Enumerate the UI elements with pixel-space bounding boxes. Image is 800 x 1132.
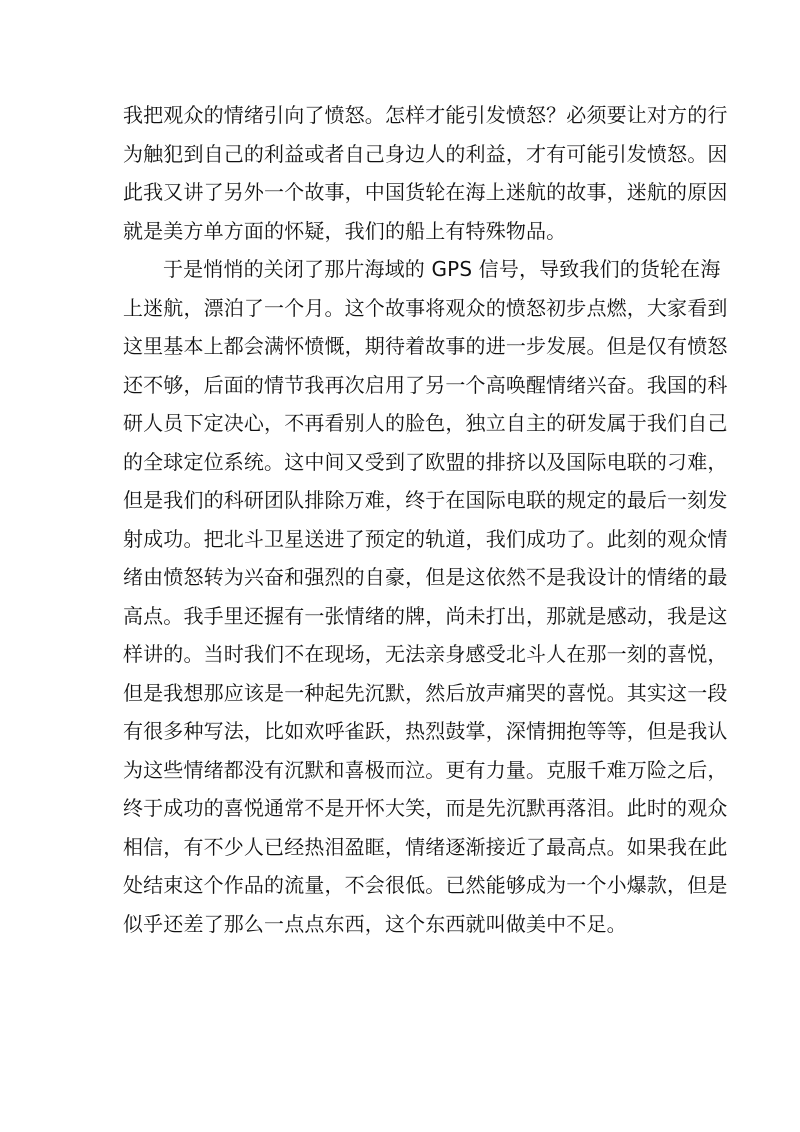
text-line: 处结束这个作品的流量，不会很低。已然能够成为一个小爆款，但是 — [123, 873, 728, 897]
text-line: 但是我想那应该是一种起先沉默，然后放声痛哭的喜悦。其实这一段 — [123, 680, 728, 705]
text-line: 还不够，后面的情节我再次启用了另一个高唤醒情绪兴奋。我国的科 — [123, 372, 728, 397]
text-line-paragraph-start: 于是悄悄的关闭了那片海域的 GPS 信号，导致我们的货轮在海 — [163, 257, 721, 281]
text-line: 上迷航，漂泊了一个月。这个故事将观众的愤怒初步点燃，大家看到 — [123, 295, 728, 320]
text-line: 研人员下定决心，不再看别人的脸色，独立自主的研发属于我们自己 — [123, 411, 728, 435]
text-line: 但是我们的科研团队排除万难，终于在国际电联的规定的最后一刻发 — [123, 488, 728, 512]
text-line: 为这些情绪都没有沉默和喜极而泣。更有力量。克服千难万险之后， — [123, 757, 728, 782]
text-line: 相信，有不少人已经热泪盈眶，情绪逐渐接近了最高点。如果我在此 — [123, 834, 728, 859]
text-line: 就是美方单方面的怀疑，我们的船上有特殊物品。 — [123, 218, 567, 243]
text-line: 此我又讲了另外一个故事，中国货轮在海上迷航的故事，迷航的原因 — [123, 180, 728, 204]
text-line: 这里基本上都会满怀愤慨，期待着故事的进一步发展。但是仅有愤怒 — [123, 334, 728, 358]
body-text — [123, 96, 728, 943]
text-line: 高点。我手里还握有一张情绪的牌，尚未打出，那就是感动，我是这 — [123, 603, 728, 628]
text-line: 的全球定位系统。这中间又受到了欧盟的排挤以及国际电联的刁难， — [123, 449, 728, 474]
text-line: 我把观众的情绪引向了愤怒。怎样才能引发愤怒？必须要让对方的行 — [123, 103, 728, 127]
text-line: 终于成功的喜悦通常不是开怀大笑，而是先沉默再落泪。此时的观众 — [123, 796, 728, 820]
text-line: 射成功。把北斗卫星送进了预定的轨道，我们成功了。此刻的观众情 — [123, 526, 728, 551]
text-line: 为触犯到自己的利益或者自己身边人的利益，才有可能引发愤怒。因 — [123, 141, 728, 166]
text-line: 绪由愤怒转为兴奋和强烈的自豪，但是这依然不是我设计的情绪的最 — [123, 565, 728, 589]
text-line: 有很多种写法，比如欢呼雀跃，热烈鼓掌，深情拥抱等等，但是我认 — [123, 719, 728, 743]
text-line: 样讲的。当时我们不在现场，无法亲身感受北斗人在那一刻的喜悦， — [123, 642, 728, 666]
text-line: 似乎还差了那么一点点东西，这个东西就叫做美中不足。 — [123, 911, 627, 936]
